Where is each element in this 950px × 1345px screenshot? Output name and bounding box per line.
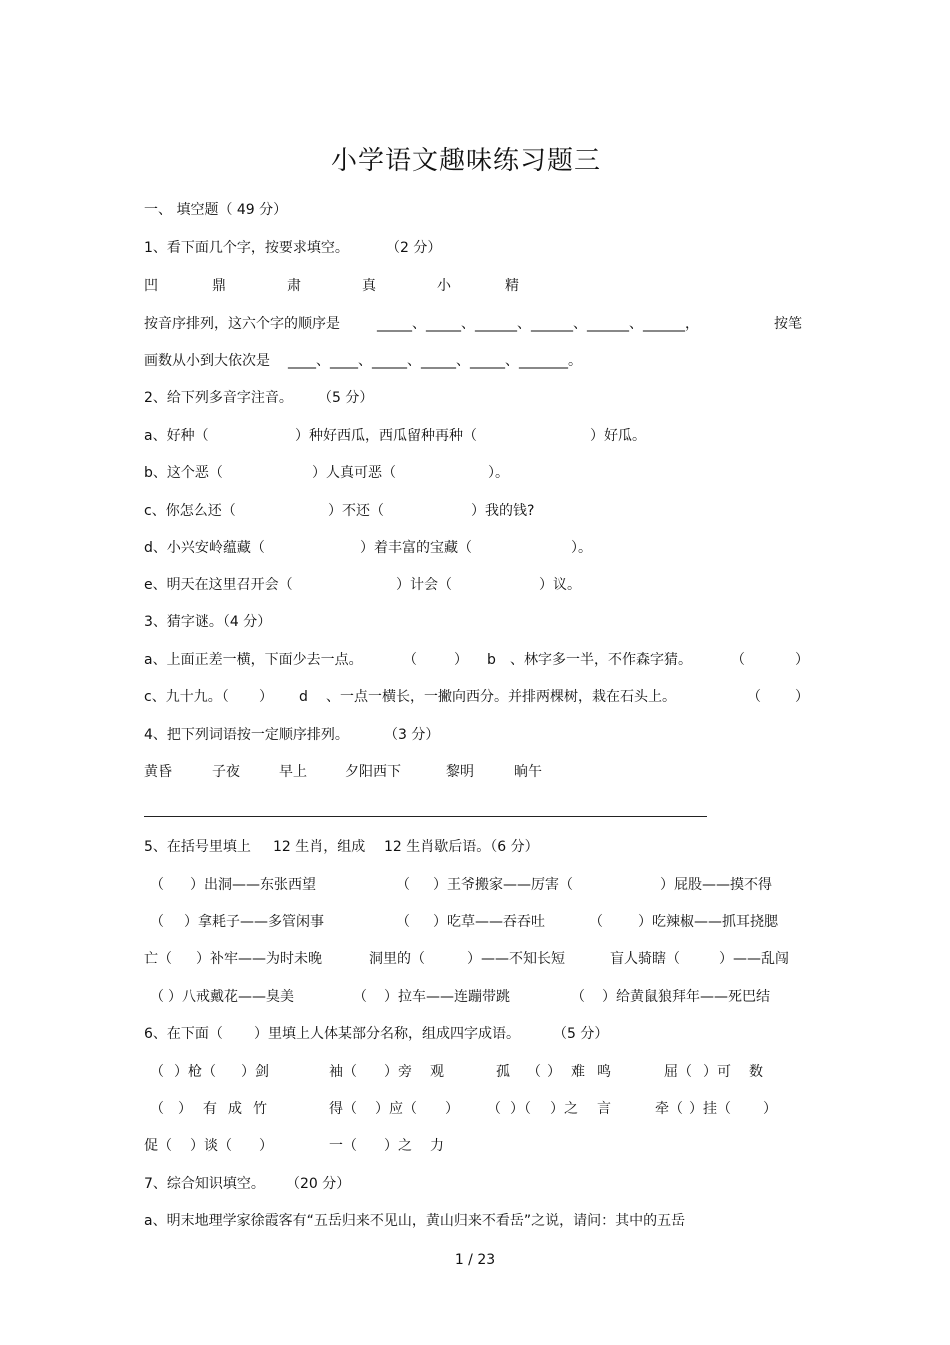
q5-row-2-text: （	[150, 914, 164, 930]
q5-prompt-text: 5、在括号里填上	[144, 839, 251, 855]
q3-cd-text: d	[299, 689, 308, 705]
q5-row-3-text: ）——乱闯	[719, 951, 789, 967]
q6-row-2-text: （	[487, 1101, 501, 1117]
q6-row-2-text: ）	[763, 1101, 777, 1117]
q5-row-2-text: ）吃辣椒——抓耳挠腮	[638, 914, 778, 930]
q2-c-text: ）我的钱?	[471, 503, 535, 519]
q5-row-3-text: 洞里的（	[369, 951, 425, 967]
q1-order-line-2-text: 画数从小到大依次是	[144, 353, 270, 369]
q6-row-2-text: 言	[597, 1101, 611, 1117]
q6-row-2-text: ）	[445, 1101, 459, 1117]
q5-row-4-text: ）八戒戴花——臭美	[168, 989, 294, 1005]
page-number: 1 / 23	[454, 1252, 496, 1268]
q2-e-text: e、明天在这里召开会（	[144, 577, 293, 593]
q5-row-1-text: （	[150, 877, 164, 893]
q6-row-3-text: 力	[430, 1138, 444, 1154]
q4-words-text: 夕阳西下	[345, 764, 401, 780]
q7-a-text: a、明末地理学家徐霞客有“五岳归来不见山，黄山归来不看岳”之说，请问：其中的五岳	[144, 1213, 686, 1229]
q1-prompt-text: 1、看下面几个字，按要求填空。	[144, 240, 349, 256]
q3-cd-text: c、九十九。（	[144, 689, 229, 705]
q2-c-text: c、你怎么还（	[144, 503, 236, 519]
q6-row-3-text: 一（	[329, 1138, 357, 1154]
q1-prompt-text: （2 分）	[386, 240, 442, 256]
q5-row-4-text: （	[571, 989, 585, 1005]
q1-order-line-1-text: _____、_____、______、______、______、______，	[377, 316, 699, 332]
q3-ab-text: （	[731, 652, 745, 668]
q2-d-text: d、小兴安岭蕴藏（	[144, 540, 265, 556]
q6-row-1-text: ）剑	[241, 1064, 269, 1080]
q2-a-text: ）种好西瓜，西瓜留种再种（	[295, 428, 477, 444]
q6-row-1-text: 鸣	[597, 1064, 611, 1080]
q6-row-3-text: 促（	[144, 1138, 172, 1154]
answer-line	[144, 816, 707, 817]
q6-row-2-text: 成	[228, 1101, 242, 1117]
q6-row-2-text: 得（	[329, 1101, 357, 1117]
q6-row-1-text: ）枪（	[174, 1064, 216, 1080]
q6-row-1-text: 袖（	[329, 1064, 357, 1080]
q3-prompt-text: 3、猜字谜。（4 分）	[144, 614, 272, 630]
q1-order-line-2-text: ____、____、_____、_____、_____、_______。	[288, 353, 582, 369]
q6-row-1-text: （	[150, 1064, 164, 1080]
q3-ab-text: 、林字多一半，不作森字猜。	[510, 652, 692, 668]
q3-ab-text: （	[403, 652, 417, 668]
q6-prompt-text: 6、在下面（	[144, 1026, 223, 1042]
q2-b-text: ）人真可恶（	[312, 465, 396, 481]
q6-row-1-text: ）旁	[384, 1064, 412, 1080]
q5-row-3-text: 亡（	[144, 951, 172, 967]
q1-chars-text: 凹	[144, 278, 158, 294]
q5-row-1-text: ）出洞——东张西望	[190, 877, 316, 893]
q2-prompt-text: （5 分）	[318, 390, 374, 406]
q6-prompt-text: （5 分）	[553, 1026, 609, 1042]
q6-row-2-text: ）	[178, 1101, 192, 1117]
q5-prompt-text: 12 生肖歇后语。（6 分）	[384, 839, 539, 855]
q2-d-text: ）着丰富的宝藏（	[360, 540, 472, 556]
q1-chars-text: 鼎	[212, 278, 226, 294]
q5-row-2-text: （	[589, 914, 603, 930]
q5-row-2-text: （	[396, 914, 410, 930]
q4-words-text: 早上	[279, 764, 307, 780]
q1-chars-text: 精	[505, 278, 519, 294]
q6-row-3-text: ）之	[384, 1138, 412, 1154]
q6-row-1-text: 观	[430, 1064, 444, 1080]
q6-row-2-text: ）之	[550, 1101, 578, 1117]
q3-cd-text: ）	[259, 689, 273, 705]
q4-words-text: 黄昏	[144, 764, 172, 780]
q2-c-text: ）不还（	[328, 503, 384, 519]
q2-e-text: ）议。	[539, 577, 581, 593]
q4-prompt-text: （3 分）	[384, 727, 440, 743]
q6-row-2-text: 竹	[253, 1101, 267, 1117]
q5-row-4-text: （	[150, 989, 164, 1005]
q3-cd-text: ）	[795, 689, 809, 705]
q3-ab-text: ）	[454, 652, 468, 668]
q4-words-text: 子夜	[212, 764, 240, 780]
q5-row-3-text: ）补牢——为时未晚	[196, 951, 322, 967]
q5-prompt-text: 12 生肖，组成	[273, 839, 366, 855]
q3-ab-text: a、上面正差一横，下面少去一点。	[144, 652, 363, 668]
q6-row-1-text: 屈（	[664, 1064, 692, 1080]
q5-row-3-text: 盲人骑瞎（	[610, 951, 680, 967]
q5-row-4-text: ）拉车——连蹦带跳	[384, 989, 510, 1005]
q1-chars-text: 肃	[287, 278, 301, 294]
q1-order-line-1-text: 按笔	[774, 316, 802, 332]
q6-row-1-text: 孤	[496, 1064, 510, 1080]
q1-chars-text: 小	[437, 278, 451, 294]
q3-ab-text: ）	[795, 652, 809, 668]
q5-row-1-text: （	[396, 877, 410, 893]
q6-row-2-text: 有	[203, 1101, 217, 1117]
section-1-heading-text: 一、 填空题（ 49 分）	[144, 202, 288, 218]
q5-row-1-text: ）屁股——摸不得	[660, 877, 772, 893]
q5-row-3-text: ）——不知长短	[467, 951, 565, 967]
q6-row-1-text: ）可	[703, 1064, 731, 1080]
q5-row-2-text: ）拿耗子——多管闲事	[184, 914, 324, 930]
q6-row-2-text: ）应（	[375, 1101, 417, 1117]
page-title: 小学语文趣味练习题三	[330, 146, 601, 176]
q2-e-text: ）计会（	[396, 577, 452, 593]
q2-prompt-text: 2、给下列多音字注音。	[144, 390, 293, 406]
q7-prompt-text: 7、综合知识填空。	[144, 1176, 265, 1192]
q2-a-text: a、好种（	[144, 428, 209, 444]
q4-words-text: 晌午	[514, 764, 542, 780]
q3-ab-text: b	[487, 652, 496, 668]
q5-row-1-text: ）王爷搬家——厉害（	[433, 877, 573, 893]
q5-row-4-text: （	[353, 989, 367, 1005]
q3-cd-text: 、一点一横长，一撇向西分。并排两棵树，栽在石头上。	[326, 689, 676, 705]
q4-words-text: 黎明	[446, 764, 474, 780]
q6-row-1-text: 难	[571, 1064, 585, 1080]
q1-order-line-1-text: 按音序排列，这六个字的顺序是	[144, 316, 340, 332]
q2-a-text: ）好瓜。	[590, 428, 646, 444]
q6-row-2-text: （	[150, 1101, 164, 1117]
q5-row-2-text: ）吃草——吞吞吐	[433, 914, 545, 930]
q6-row-1-text: （	[527, 1064, 541, 1080]
q6-row-1-text: 数	[749, 1064, 763, 1080]
q2-d-text: ）。	[571, 540, 592, 556]
q5-row-4-text: ）给黄鼠狼拜年——死巴结	[602, 989, 770, 1005]
q2-b-text: ）。	[488, 465, 509, 481]
q4-prompt-text: 4、把下列词语按一定顺序排列。	[144, 727, 349, 743]
q3-cd-text: （	[747, 689, 761, 705]
q6-row-2-text: ）（	[510, 1101, 531, 1117]
q7-prompt-text: （20 分）	[286, 1176, 351, 1192]
q1-chars-text: 真	[362, 278, 376, 294]
q6-row-2-text: 牵（	[655, 1101, 683, 1117]
q6-row-3-text: ）	[259, 1138, 273, 1154]
q6-row-1-text: ）	[547, 1064, 561, 1080]
q6-row-3-text: ）谈（	[190, 1138, 232, 1154]
q6-prompt-text: ）里填上人体某部分名称，组成四字成语。	[254, 1026, 520, 1042]
q2-b-text: b、这个恶（	[144, 465, 223, 481]
q6-row-2-text: ）挂（	[689, 1101, 731, 1117]
